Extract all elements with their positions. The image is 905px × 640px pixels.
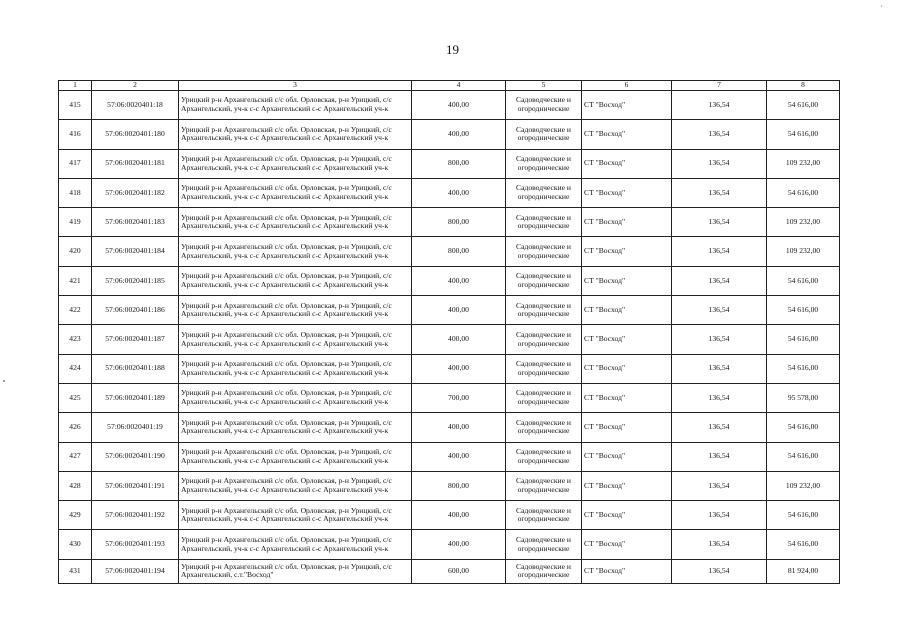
plot-address-line: Урицкий р-н Архангельский с/с обл. Орловская, р-н Урицкий, с/с — [181, 183, 392, 193]
plot-address — [179, 296, 412, 325]
organization: СТ "Восход" — [582, 383, 672, 412]
plot-address-line: Урицкий р-н Архангельский с/с обл. Орловская, р-н Урицкий, с/с — [181, 329, 392, 339]
permitted-use — [506, 530, 582, 559]
cadastral-number: 57:06:0020401:182 — [92, 178, 179, 207]
plot-area: 600,00 — [412, 559, 506, 583]
permitted-use-line: Садоводческие и — [516, 241, 571, 251]
permitted-use-line: Садоводческие и — [516, 154, 571, 164]
cadastral-number: 57:06:0020401:186 — [92, 296, 179, 325]
permitted-use-line: Садоводческие и — [516, 95, 571, 105]
cadastral-value: 54 616,00 — [767, 442, 840, 471]
cadastral-value: 54 616,00 — [767, 266, 840, 295]
permitted-use — [506, 501, 582, 530]
plot-address-line: Архангельский, уч-к с-с Архангельский с-с Архангельский уч-к — [181, 309, 389, 319]
plot-address-line: Урицкий р-н Архангельский с/с обл. Орловская, р-н Урицкий, с/с — [181, 446, 392, 456]
cadastral-number: 57:06:0020401:188 — [92, 354, 179, 383]
row-number: 424 — [59, 354, 92, 383]
plot-area: 400,00 — [412, 296, 506, 325]
plot-area: 400,00 — [412, 91, 506, 120]
cadastral-number: 57:06:0020401:193 — [92, 530, 179, 559]
plot-address — [179, 383, 412, 412]
plot-address-line: Урицкий р-н Архангельский с/с обл. Орловская, р-н Урицкий, с/с — [181, 212, 392, 222]
cadastral-value: 95 578,00 — [767, 383, 840, 412]
row-number: 416 — [59, 120, 92, 149]
cadastral-value: 54 616,00 — [767, 530, 840, 559]
table-row — [59, 530, 840, 559]
plot-address-line: Урицкий р-н Архангельский с/с обл. Орловская, р-н Урицкий, с/с — [181, 154, 392, 164]
cadastral-value: 54 616,00 — [767, 91, 840, 120]
permitted-use — [506, 559, 582, 583]
row-number: 428 — [59, 471, 92, 500]
organization: СТ "Восход" — [582, 296, 672, 325]
specific-value: 136,54 — [672, 442, 767, 471]
table-row — [59, 413, 840, 442]
organization: СТ "Восход" — [582, 413, 672, 442]
organization: СТ "Восход" — [582, 559, 672, 583]
plot-area: 400,00 — [412, 354, 506, 383]
scan-speck — [3, 380, 5, 382]
plot-address-line: Архангельский, уч-к с-с Архангельский с-с Архангельский уч-к — [181, 397, 389, 407]
plot-address — [179, 559, 412, 583]
plot-address — [179, 325, 412, 354]
cadastral-value: 109 232,00 — [767, 471, 840, 500]
column-header: 8 — [767, 81, 840, 91]
permitted-use-line: Садоводческие и — [516, 505, 571, 515]
cadastral-number: 57:06:0020401:185 — [92, 266, 179, 295]
plot-address-line: Архангельский, уч-к с-с Архангельский с-с Архангельский уч-к — [181, 162, 389, 172]
plot-address — [179, 91, 412, 120]
plot-address-line: Архангельский, уч-к с-с Архангельский с-с Архангельский уч-к — [181, 338, 389, 348]
cadastral-number: 57:06:0020401:181 — [92, 149, 179, 178]
plot-address — [179, 120, 412, 149]
permitted-use-line: Садоводческие и — [516, 534, 571, 544]
permitted-use-line: Садоводческие и — [516, 561, 571, 571]
plot-area: 800,00 — [412, 237, 506, 266]
cadastral-value: 54 616,00 — [767, 501, 840, 530]
permitted-use — [506, 413, 582, 442]
plot-address-line: Архангельский, уч-к с-с Архангельский с-с Архангельский уч-к — [181, 104, 389, 114]
cadastral-number: 57:06:0020401:194 — [92, 559, 179, 583]
column-header: 3 — [179, 81, 412, 91]
plot-address-line: Урицкий р-н Архангельский с/с обл. Орловская, р-н Урицкий, с/с — [181, 241, 392, 251]
cadastral-value: 54 616,00 — [767, 296, 840, 325]
permitted-use-line: Садоводческие и — [516, 476, 571, 486]
plot-address-line: Урицкий р-н Архангельский с/с обл. Орловская, р-н Урицкий, с/с — [181, 534, 392, 544]
table-row — [59, 120, 840, 149]
permitted-use-line: Садоводческие и — [516, 212, 571, 222]
specific-value: 136,54 — [672, 178, 767, 207]
column-header: 1 — [59, 81, 92, 91]
plot-area: 400,00 — [412, 501, 506, 530]
row-number: 431 — [59, 559, 92, 583]
plot-area: 800,00 — [412, 149, 506, 178]
permitted-use — [506, 178, 582, 207]
plot-address-line: Архангельский, с.т."Восход" — [181, 570, 274, 580]
table-body — [59, 91, 840, 584]
cadastral-value: 54 616,00 — [767, 413, 840, 442]
table-row — [59, 501, 840, 530]
permitted-use-line: Садоводческие и — [516, 329, 571, 339]
cadastral-number: 57:06:0020401:183 — [92, 208, 179, 237]
table-row — [59, 91, 840, 120]
specific-value: 136,54 — [672, 501, 767, 530]
plot-address-line: Архангельский, уч-к с-с Архангельский с-с Архангельский уч-к — [181, 485, 389, 494]
plot-address-line: Архангельский, уч-к с-с Архангельский с-с Архангельский уч-к — [181, 543, 389, 553]
permitted-use-line: огороднические — [517, 570, 570, 580]
plot-address-line: Урицкий р-н Архангельский с/с обл. Орловская, р-н Урицкий, с/с — [181, 359, 392, 369]
table-row — [59, 442, 840, 471]
plot-address-line: Архангельский, уч-к с-с Архангельский с-с Архангельский уч-к — [181, 250, 389, 260]
permitted-use-line: Садоводческие и — [516, 388, 571, 398]
cadastral-number: 57:06:0020401:189 — [92, 383, 179, 412]
specific-value: 136,54 — [672, 325, 767, 354]
column-number-row — [59, 81, 840, 91]
cadastral-number: 57:06:0020401:184 — [92, 237, 179, 266]
plot-address-line: Архангельский, уч-к с-с Архангельский с-с Архангельский уч-к — [181, 279, 389, 289]
plot-address-line: Архангельский, уч-к с-с Архангельский с-с Архангельский уч-к — [181, 133, 389, 143]
plot-address — [179, 237, 412, 266]
permitted-use — [506, 208, 582, 237]
plot-address-line: Урицкий р-н Архангельский с/с обл. Орловская, р-н Урицкий, с/с — [181, 505, 392, 515]
specific-value: 136,54 — [672, 120, 767, 149]
cadastral-number: 57:06:0020401:192 — [92, 501, 179, 530]
plot-address-line: Урицкий р-н Архангельский с/с обл. Орловская, р-н Урицкий, с/с — [181, 388, 392, 398]
plot-address-line: Архангельский, уч-к с-с Архангельский с-с Архангельский уч-к — [181, 367, 389, 377]
organization: СТ "Восход" — [582, 208, 672, 237]
permitted-use — [506, 266, 582, 295]
table-row — [59, 325, 840, 354]
permitted-use — [506, 296, 582, 325]
cadastral-value: 54 616,00 — [767, 120, 840, 149]
row-number: 420 — [59, 237, 92, 266]
specific-value: 136,54 — [672, 149, 767, 178]
plot-address-line: Урицкий р-н Архангельский с/с обл. Орловская, р-н Урицкий, с/с — [181, 300, 392, 310]
plot-address-line: Архангельский, уч-к с-с Архангельский с-с Архангельский уч-к — [181, 426, 389, 436]
table-row — [59, 237, 840, 266]
plot-address-line: Урицкий р-н Архангельский с/с обл. Орловская, р-н Урицкий, с/с — [181, 417, 392, 427]
plot-address — [179, 530, 412, 559]
permitted-use-line: огороднические — [517, 514, 570, 524]
specific-value: 136,54 — [672, 530, 767, 559]
cadastral-value: 109 232,00 — [767, 208, 840, 237]
specific-value: 136,54 — [672, 266, 767, 295]
organization: СТ "Восход" — [582, 325, 672, 354]
cadastral-number: 57:06:0020401:18 — [92, 91, 179, 120]
organization: СТ "Восход" — [582, 266, 672, 295]
permitted-use — [506, 383, 582, 412]
row-number: 426 — [59, 413, 92, 442]
permitted-use-line: Садоводческие и — [516, 271, 571, 281]
cadastral-value: 54 616,00 — [767, 354, 840, 383]
plot-area: 800,00 — [412, 471, 506, 500]
permitted-use — [506, 91, 582, 120]
plot-area: 800,00 — [412, 208, 506, 237]
plot-address — [179, 354, 412, 383]
permitted-use-line: Садоводческие и — [516, 359, 571, 369]
specific-value: 136,54 — [672, 208, 767, 237]
permitted-use-line: огороднические — [517, 455, 570, 465]
specific-value: 136,54 — [672, 91, 767, 120]
row-number: 423 — [59, 325, 92, 354]
plot-address — [179, 413, 412, 442]
table-row — [59, 383, 840, 412]
column-header: 2 — [92, 81, 179, 91]
organization: СТ "Восход" — [582, 442, 672, 471]
plot-address — [179, 149, 412, 178]
permitted-use — [506, 471, 582, 500]
specific-value: 136,54 — [672, 559, 767, 583]
permitted-use — [506, 120, 582, 149]
column-header: 6 — [582, 81, 672, 91]
table-row — [59, 354, 840, 383]
plot-address-line: Архангельский, уч-к с-с Архангельский с-с Архангельский уч-к — [181, 221, 389, 231]
row-number: 419 — [59, 208, 92, 237]
scan-mark: · — [880, 2, 883, 11]
permitted-use-line: огороднические — [517, 397, 570, 407]
permitted-use-line: огороднические — [517, 250, 570, 260]
cadastral-number: 57:06:0020401:190 — [92, 442, 179, 471]
organization: СТ "Восход" — [582, 149, 672, 178]
plot-address-line: Урицкий р-н Архангельский с/с обл. Орловская, р-н Урицкий, с/с — [181, 476, 392, 486]
permitted-use-line: огороднические — [517, 162, 570, 172]
permitted-use-line: огороднические — [517, 338, 570, 348]
table-row — [59, 471, 840, 500]
cadastral-number: 57:06:0020401:187 — [92, 325, 179, 354]
permitted-use-line: огороднические — [517, 279, 570, 289]
table-row — [59, 208, 840, 237]
permitted-use-line: огороднические — [517, 426, 570, 436]
plot-area: 400,00 — [412, 413, 506, 442]
permitted-use-line: Садоводческие и — [516, 183, 571, 193]
permitted-use — [506, 237, 582, 266]
plot-address-line: Архангельский, уч-к с-с Архангельский с-с Архангельский уч-к — [181, 192, 389, 202]
plot-address — [179, 442, 412, 471]
plot-area: 700,00 — [412, 383, 506, 412]
page-number: 19 — [446, 42, 459, 57]
cadastral-number: 57:06:0020401:19 — [92, 413, 179, 442]
plot-address — [179, 471, 412, 500]
permitted-use-line: огороднические — [517, 192, 570, 202]
organization: СТ "Восход" — [582, 530, 672, 559]
column-header: 5 — [506, 81, 582, 91]
row-number: 429 — [59, 501, 92, 530]
permitted-use — [506, 149, 582, 178]
cadastral-value: 109 232,00 — [767, 237, 840, 266]
column-header: 7 — [672, 81, 767, 91]
plot-address-line: Урицкий р-н Архангельский с/с обл. Орловская, р-н Урицкий, с/с — [181, 124, 392, 134]
organization: СТ "Восход" — [582, 91, 672, 120]
plot-address-line: Архангельский, уч-к с-с Архангельский с-с Архангельский уч-к — [181, 455, 389, 465]
organization: СТ "Восход" — [582, 501, 672, 530]
permitted-use-line: огороднические — [517, 133, 570, 143]
plot-address — [179, 501, 412, 530]
specific-value: 136,54 — [672, 296, 767, 325]
row-number: 421 — [59, 266, 92, 295]
cadastral-value: 54 616,00 — [767, 178, 840, 207]
organization: СТ "Восход" — [582, 471, 672, 500]
specific-value: 136,54 — [672, 383, 767, 412]
organization: СТ "Восход" — [582, 178, 672, 207]
column-header: 4 — [412, 81, 506, 91]
specific-value: 136,54 — [672, 413, 767, 442]
permitted-use-line: Садоводческие и — [516, 300, 571, 310]
plot-address — [179, 178, 412, 207]
permitted-use-line: огороднические — [517, 104, 570, 114]
table-row — [59, 296, 840, 325]
permitted-use-line: огороднические — [517, 485, 570, 494]
plot-address — [179, 208, 412, 237]
row-number: 422 — [59, 296, 92, 325]
row-number: 415 — [59, 91, 92, 120]
table-row — [59, 266, 840, 295]
plot-address-line: Архангельский, уч-к с-с Архангельский с-с Архангельский уч-к — [181, 514, 389, 524]
row-number: 430 — [59, 530, 92, 559]
permitted-use — [506, 442, 582, 471]
permitted-use-line: огороднические — [517, 543, 570, 553]
plot-area: 400,00 — [412, 120, 506, 149]
plot-area: 400,00 — [412, 530, 506, 559]
specific-value: 136,54 — [672, 471, 767, 500]
table-row — [59, 559, 840, 583]
cadastral-number: 57:06:0020401:180 — [92, 120, 179, 149]
row-number: 425 — [59, 383, 92, 412]
cadastral-value: 109 232,00 — [767, 149, 840, 178]
specific-value: 136,54 — [672, 354, 767, 383]
plot-address-line: Урицкий р-н Архангельский с/с обл. Орловская, р-н Урицкий, с/с — [181, 271, 392, 281]
permitted-use-line: Садоводческие и — [516, 446, 571, 456]
cadastral-value: 54 616,00 — [767, 325, 840, 354]
plot-area: 400,00 — [412, 178, 506, 207]
permitted-use-line: Садоводческие и — [516, 124, 571, 134]
plot-address — [179, 266, 412, 295]
organization: СТ "Восход" — [582, 354, 672, 383]
table-row — [59, 149, 840, 178]
row-number: 418 — [59, 178, 92, 207]
permitted-use-line: Садоводческие и — [516, 417, 571, 427]
permitted-use-line: огороднические — [517, 221, 570, 231]
plot-address-line: Урицкий р-н Архангельский с/с обл. Орловская, р-н Урицкий, с/с — [181, 561, 392, 571]
plot-area: 400,00 — [412, 442, 506, 471]
plot-area: 400,00 — [412, 266, 506, 295]
organization: СТ "Восход" — [582, 237, 672, 266]
table-row — [59, 178, 840, 207]
plot-address-line: Урицкий р-н Архангельский с/с обл. Орловская, р-н Урицкий, с/с — [181, 95, 392, 105]
organization: СТ "Восход" — [582, 120, 672, 149]
specific-value: 136,54 — [672, 237, 767, 266]
permitted-use-line: огороднические — [517, 367, 570, 377]
row-number: 417 — [59, 149, 92, 178]
permitted-use — [506, 325, 582, 354]
land-plots-table — [58, 80, 840, 584]
cadastral-number: 57:06:0020401:191 — [92, 471, 179, 500]
permitted-use-line: огороднические — [517, 309, 570, 319]
plot-area: 400,00 — [412, 325, 506, 354]
permitted-use — [506, 354, 582, 383]
cadastral-value: 81 924,00 — [767, 559, 840, 583]
row-number: 427 — [59, 442, 92, 471]
